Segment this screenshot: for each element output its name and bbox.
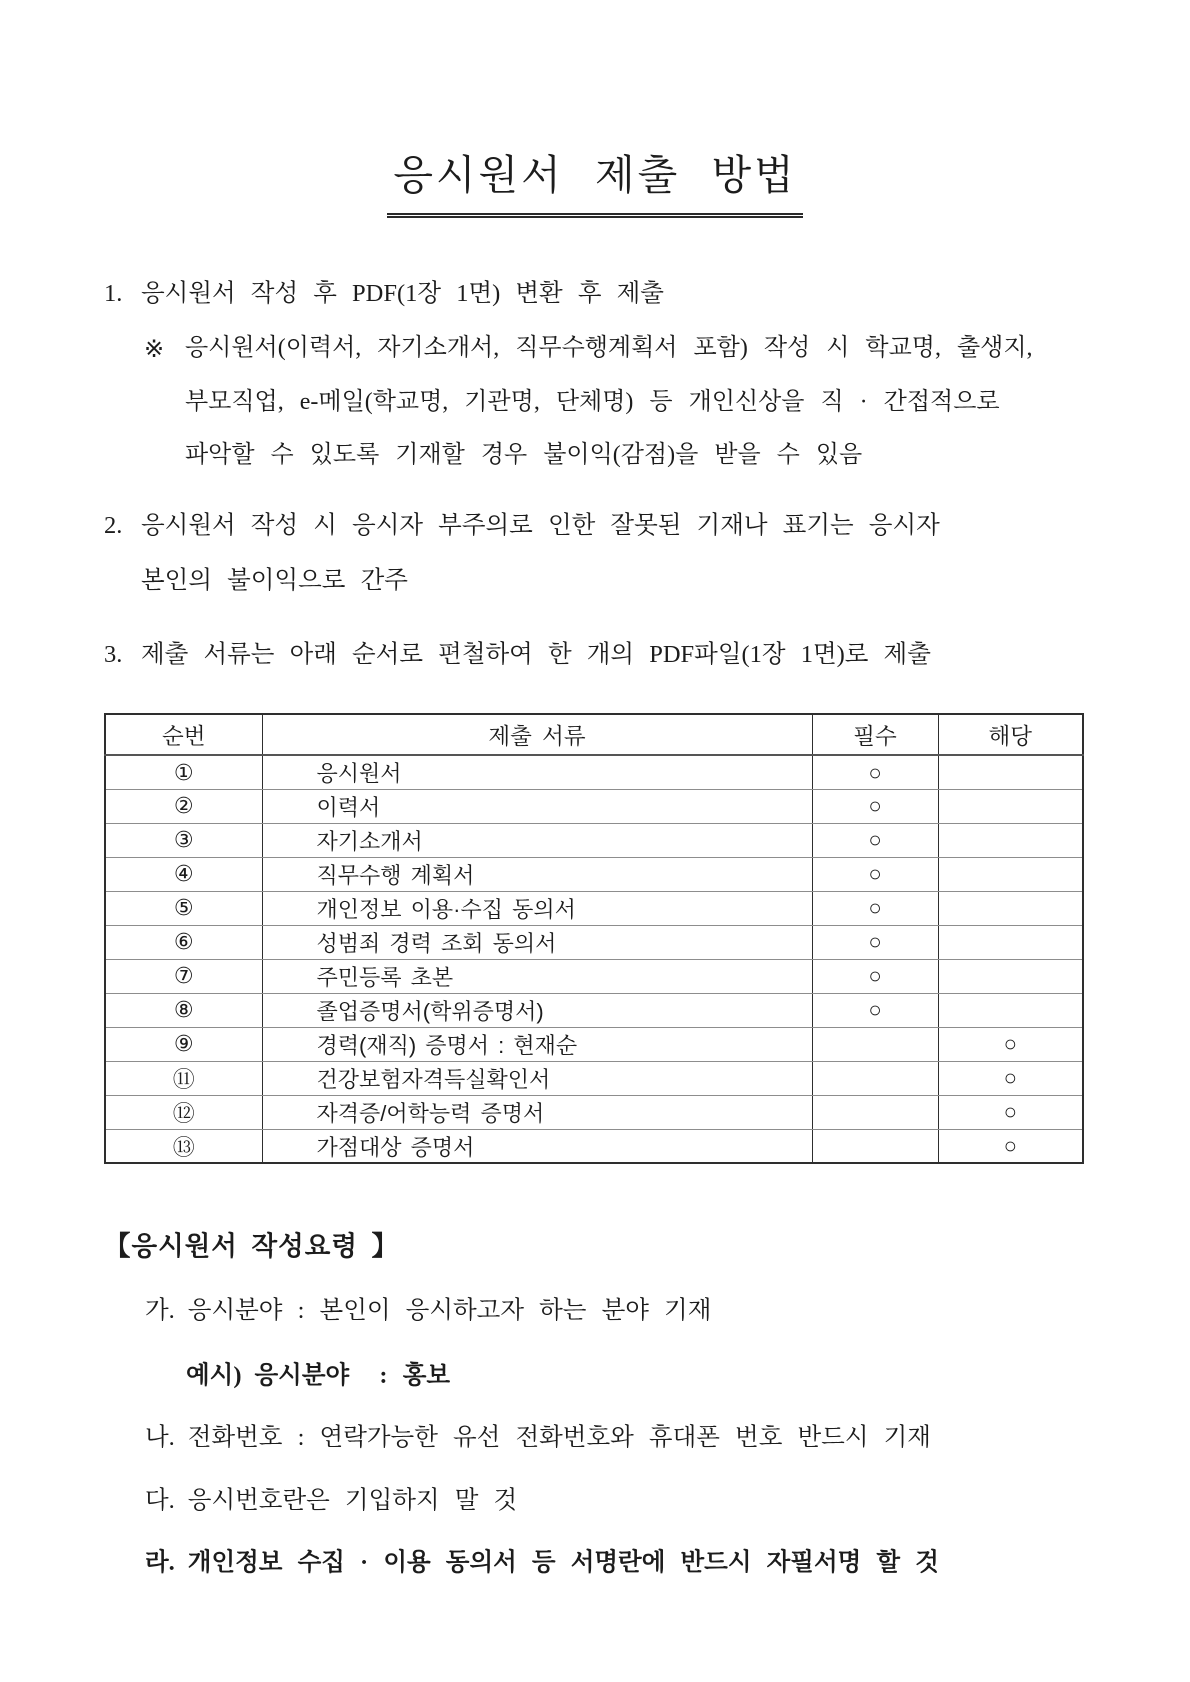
item-line: 응시원서 작성 후 PDF(1장 1면) 변환 후 제출 <box>141 280 664 307</box>
cell-required-mark <box>812 1095 938 1129</box>
cell-applicable-mark <box>938 925 1083 959</box>
cell-required-mark: ○ <box>812 959 938 993</box>
note-line: 부모직업, e-메일(학교명, 기관명, 단체명) 등 개인신상을 직 · 간접적으로 <box>185 388 1000 415</box>
cell-doc-name: 경력(재직) 증명서 : 현재순 <box>262 1027 812 1061</box>
item-line: 응시원서 작성 시 응시자 부주의로 인한 잘못된 기재나 표기는 응시자 <box>141 511 940 539</box>
table-row <box>105 1027 1083 1061</box>
guideline-text: 응시분야 : 홍보 <box>254 1361 451 1389</box>
table-row <box>105 755 1083 789</box>
cell-seq: ⑥ <box>105 925 262 959</box>
table-row <box>105 993 1083 1027</box>
note-line: 파악할 수 있도록 기재할 경우 불이익(감점)을 받을 수 있음 <box>185 442 863 469</box>
table-row <box>105 789 1083 823</box>
guideline-item-example <box>186 1361 1086 1390</box>
list-item-2 <box>104 512 1086 595</box>
col-header-required: 필수 <box>812 714 938 755</box>
submission-table-body <box>105 755 1083 1163</box>
cell-seq: ⑫ <box>105 1095 262 1129</box>
cell-applicable-mark <box>938 755 1083 789</box>
note-text <box>185 335 1086 470</box>
cell-applicable-mark <box>938 959 1083 993</box>
cell-seq: ⑤ <box>105 891 262 925</box>
cell-required-mark: ○ <box>812 755 938 789</box>
item-number: 1. <box>104 280 123 307</box>
cell-applicable-mark: ○ <box>938 1027 1083 1061</box>
cell-doc-name: 가점대상 증명서 <box>262 1129 812 1163</box>
guideline-item-ga <box>145 1296 1086 1325</box>
cell-seq: ④ <box>105 857 262 891</box>
cell-doc-name: 이력서 <box>262 789 812 823</box>
cell-required-mark: ○ <box>812 857 938 891</box>
guideline-item-ra <box>145 1548 1086 1577</box>
header-row <box>105 714 1083 755</box>
guideline-label: 예시) <box>186 1361 242 1389</box>
cell-doc-name: 자격증/어학능력 증명서 <box>262 1095 812 1129</box>
cell-applicable-mark: ○ <box>938 1061 1083 1095</box>
col-header-applicable: 해당 <box>938 714 1083 755</box>
title-block <box>104 142 1086 218</box>
cell-seq: ⑧ <box>105 993 262 1027</box>
cell-seq: ⑨ <box>105 1027 262 1061</box>
guideline-item-da <box>145 1486 1086 1515</box>
table-row <box>105 959 1083 993</box>
guideline-item-na <box>145 1423 1086 1452</box>
cell-seq: ② <box>105 789 262 823</box>
item-number: 2. <box>104 511 123 539</box>
item-line: 제출 서류는 아래 순서로 편철하여 한 개의 PDF파일(1장 1면)로 제출 <box>141 641 931 669</box>
table-row <box>105 823 1083 857</box>
guideline-text: 응시번호란은 기입하지 말 것 <box>187 1486 518 1514</box>
cell-applicable-mark <box>938 823 1083 857</box>
cell-required-mark: ○ <box>812 993 938 1027</box>
cell-required-mark <box>812 1129 938 1163</box>
cell-applicable-mark <box>938 993 1083 1027</box>
reference-mark: ※ <box>144 337 165 364</box>
col-header-seq: 순번 <box>105 714 262 755</box>
list-item-3 <box>104 641 1086 669</box>
col-header-doc: 제출 서류 <box>262 714 812 755</box>
cell-seq: ⑪ <box>105 1061 262 1095</box>
guidelines-heading: 【응시원서 작성요령 】 <box>104 1231 400 1262</box>
cell-applicable-mark: ○ <box>938 1095 1083 1129</box>
submission-table-wrap <box>104 713 1086 1164</box>
guideline-label: 나. <box>145 1424 175 1452</box>
cell-seq: ① <box>105 755 262 789</box>
table-row <box>105 1061 1083 1095</box>
guideline-text: 개인정보 수집 · 이용 동의서 등 서명란에 반드시 자필서명 할 것 <box>187 1549 939 1577</box>
cell-applicable-mark <box>938 789 1083 823</box>
page-title: 응시원서 제출 방법 <box>387 142 802 218</box>
submission-table <box>104 713 1084 1164</box>
cell-doc-name: 주민등록 초본 <box>262 959 812 993</box>
cell-applicable-mark <box>938 857 1083 891</box>
cell-doc-name: 개인정보 이용·수집 동의서 <box>262 891 812 925</box>
cell-seq: ③ <box>105 823 262 857</box>
table-row <box>105 1129 1083 1163</box>
cell-required-mark: ○ <box>812 891 938 925</box>
cell-required-mark: ○ <box>812 925 938 959</box>
guideline-label: 가. <box>145 1297 175 1325</box>
guideline-label: 다. <box>145 1486 175 1514</box>
cell-required-mark: ○ <box>812 823 938 857</box>
table-row <box>105 891 1083 925</box>
table-row <box>105 857 1083 891</box>
submission-table-head <box>105 714 1083 755</box>
cell-required-mark: ○ <box>812 789 938 823</box>
cell-required-mark <box>812 1027 938 1061</box>
cell-doc-name: 졸업증명서(학위증명서) <box>262 993 812 1027</box>
item-text <box>141 280 1086 308</box>
cell-seq: ⑦ <box>105 959 262 993</box>
note-line: 응시원서(이력서, 자기소개서, 직무수행계획서 포함) 작성 시 학교명, 출생지, <box>185 335 1033 362</box>
guideline-label: 라. <box>145 1549 175 1577</box>
cell-applicable-mark <box>938 891 1083 925</box>
cell-seq: ⑬ <box>105 1129 262 1163</box>
table-row <box>105 925 1083 959</box>
cell-doc-name: 건강보험자격득실확인서 <box>262 1061 812 1095</box>
item-line: 본인의 불이익으로 간주 <box>141 567 408 595</box>
cell-required-mark <box>812 1061 938 1095</box>
item-text <box>141 641 1086 669</box>
item-text <box>141 512 1086 595</box>
item-1-note <box>144 335 1086 470</box>
cell-applicable-mark: ○ <box>938 1129 1083 1163</box>
guideline-text: 응시분야 : 본인이 응시하고자 하는 분야 기재 <box>187 1297 712 1325</box>
cell-doc-name: 자기소개서 <box>262 823 812 857</box>
item-number: 3. <box>104 641 123 669</box>
list-item-1 <box>104 280 1086 308</box>
table-row <box>105 1095 1083 1129</box>
guideline-text: 전화번호 : 연락가능한 유선 전화번호와 휴대폰 번호 반드시 기재 <box>187 1424 931 1452</box>
cell-doc-name: 응시원서 <box>262 755 812 789</box>
cell-doc-name: 직무수행 계획서 <box>262 857 812 891</box>
cell-doc-name: 성범죄 경력 조회 동의서 <box>262 925 812 959</box>
